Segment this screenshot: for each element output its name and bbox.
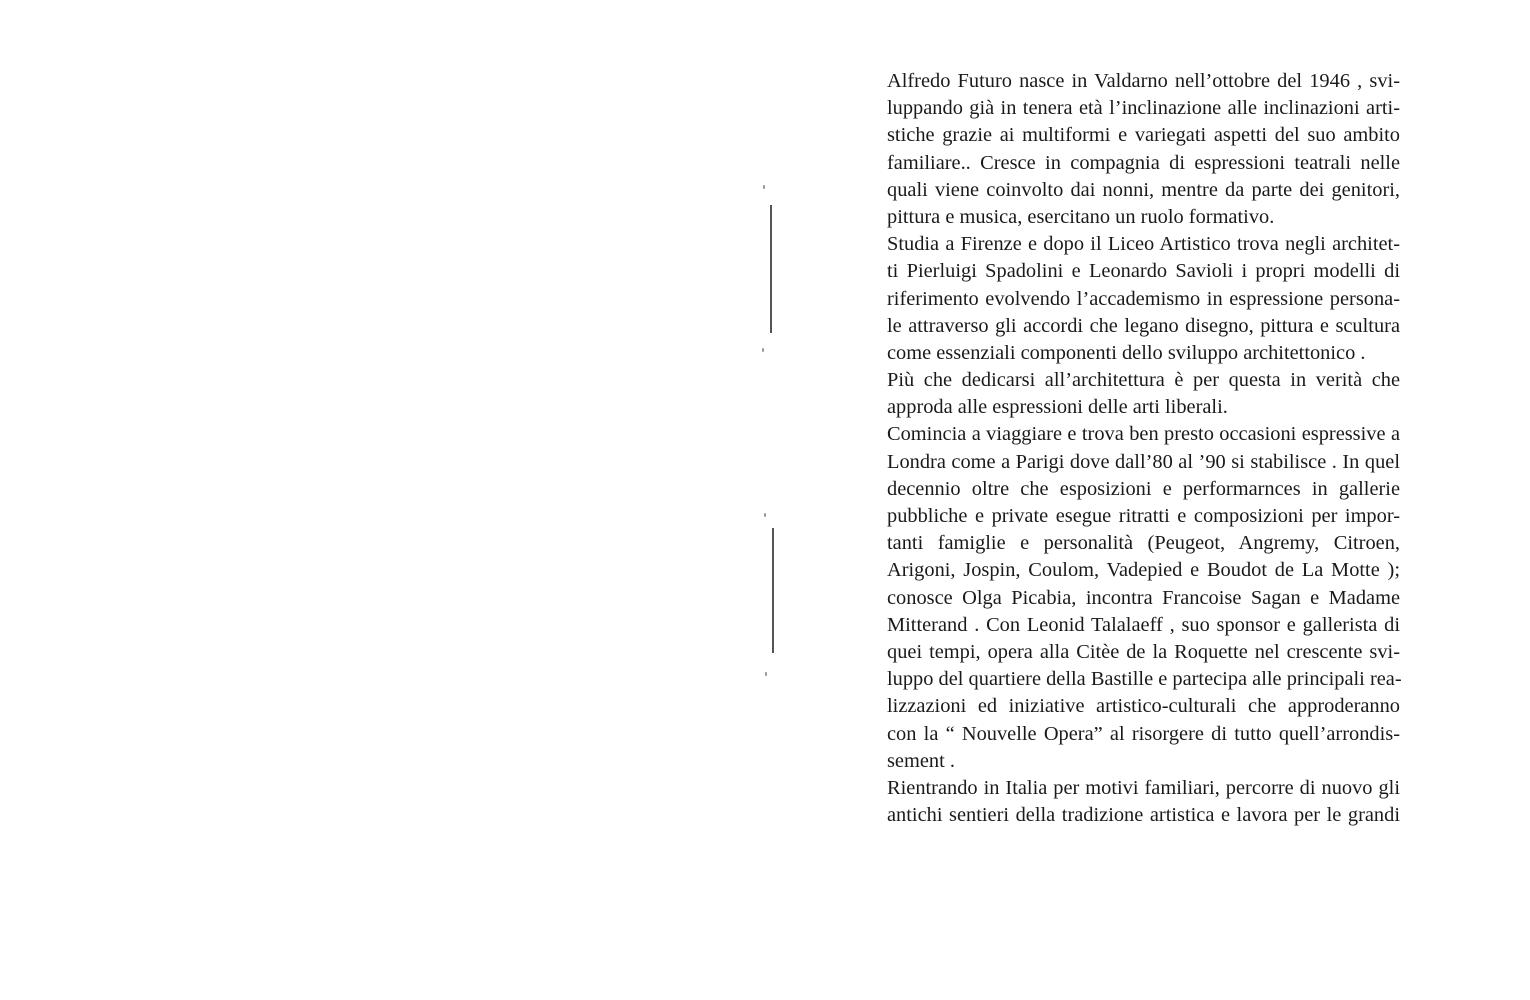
biography-text xyxy=(887,68,1400,829)
text-line: luppo del quartiere della Bastille e partecipa alle principali rea- xyxy=(887,668,1402,691)
text-line: stiche grazie ai multiformi e variegati aspetti del suo ambito xyxy=(887,124,1400,147)
text-line: con la “ Nouvelle Opera” al risorgere di tutto quell’arrondis- xyxy=(887,722,1400,745)
text-line: Comincia a viaggiare e trova ben presto occasioni espressive a xyxy=(887,423,1400,446)
text-line: Alfredo Futuro nasce in Valdarno nell’ottobre del 1946 , svi- xyxy=(887,70,1400,92)
text-line: Rientrando in Italia per motivi familiari, percorre di nuovo gli xyxy=(887,776,1400,799)
text-line: quali viene coinvolto dai nonni, mentre da parte dei genitori, xyxy=(887,178,1400,201)
scan-speck xyxy=(765,672,767,676)
scan-speck xyxy=(763,185,765,189)
text-line: Arigoni, Jospin, Coulom, Vadepied e Boudot de La Motte ); xyxy=(887,559,1400,582)
text-line: ti Pierluigi Spadolini e Leonardo Savioli i propri modelli di xyxy=(887,260,1400,283)
text-line: sement . xyxy=(887,749,955,772)
text-line: luppando già in tenera età l’inclinazione alle inclinazioni arti- xyxy=(887,97,1400,120)
text-line: pittura e musica, esercitano un ruolo formativo. xyxy=(887,205,1275,228)
text-line: approda alle espressioni delle arti liberali. xyxy=(887,396,1228,419)
text-line: familiare.. Cresce in compagnia di espressioni teatrali nelle xyxy=(887,151,1400,174)
scan-speck xyxy=(762,348,764,352)
text-line: lizzazioni ed iniziative artistico-culturali che approderanno xyxy=(887,695,1400,718)
text-line: come essenziali componenti dello sviluppo architettonico . xyxy=(887,341,1366,364)
text-line: Più che dedicarsi all’architettura è per questa in verità che xyxy=(887,369,1400,392)
text-line: Studia a Firenze e dopo il Liceo Artistico trova negli architet- xyxy=(887,233,1400,256)
text-line: Mitterand . Con Leonid Talalaeff , suo sponsor e gallerista di xyxy=(887,613,1400,636)
text-line: decennio oltre che esposizioni e performarnces in gallerie xyxy=(887,477,1400,500)
scan-speck xyxy=(764,513,766,517)
right-page xyxy=(770,0,1530,1000)
text-line: pubbliche e private esegue ritratti e composizioni per impor- xyxy=(887,505,1400,527)
text-line: conosce Olga Picabia, incontra Francoise Sagan e Madame xyxy=(887,586,1400,609)
text-line: tanti famiglie e personalità (Peugeot, Angremy, Citroen, xyxy=(887,532,1400,555)
text-line: Londra come a Parigi dove dall’80 al ’90 si stabilisce . In quel xyxy=(887,450,1400,473)
text-line: antichi sentieri della tradizione artistica e lavora per le grandi xyxy=(887,804,1400,827)
text-line: le attraverso gli accordi che legano disegno, pittura e scultura xyxy=(887,314,1400,337)
text-line: quei tempi, opera alla Citèe de la Roquette nel crescente svi- xyxy=(887,640,1400,663)
text-line: riferimento evolvendo l’accademismo in espressione persona- xyxy=(887,287,1400,310)
